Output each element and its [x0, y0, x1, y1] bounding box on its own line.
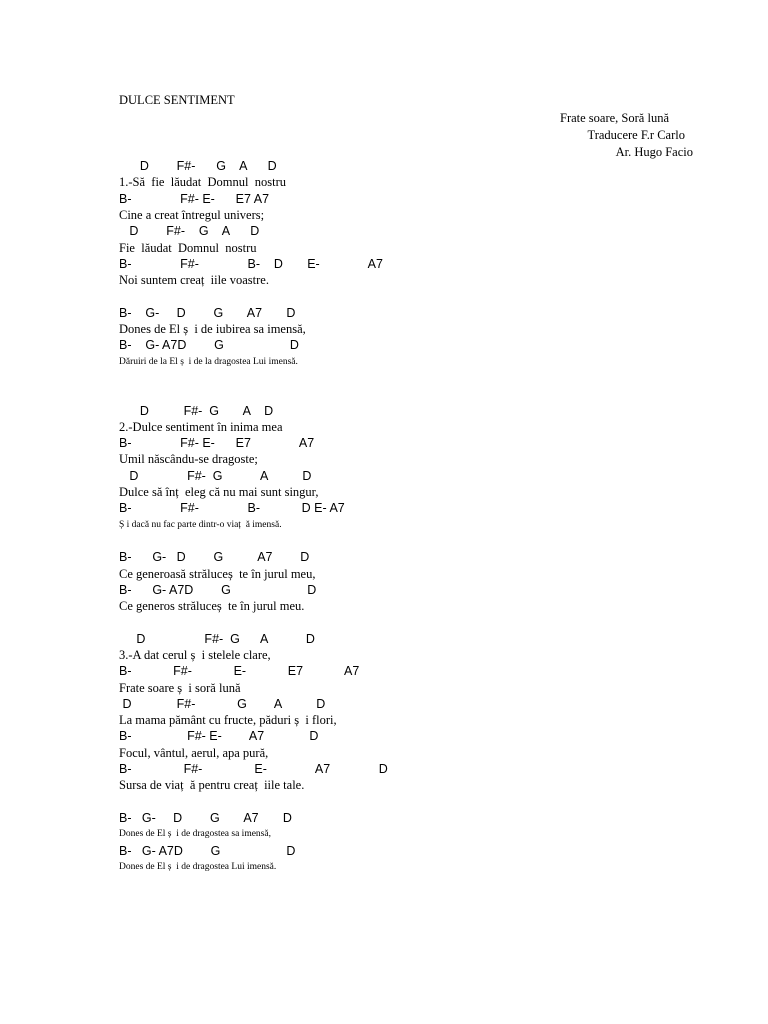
lyric-line: Ce generos străluceș te în jurul meu. — [119, 599, 305, 613]
lyric-line: Cine a creat întregul univers; — [119, 208, 265, 222]
lyric-line: La mama pământ cu fructe, păduri ș i flori, — [119, 713, 337, 727]
lyric-line: Dones de El ș i de dragostea sa imensă, — [119, 829, 271, 839]
lyric-line: Dulce să înț eleg că nu mai sunt singur, — [119, 485, 319, 499]
lyric-line: Sursa de viaț ă pentru creaț iile tale. — [119, 778, 305, 792]
credit-album: Frate soare, Soră lună — [560, 111, 669, 125]
chord-line: B- F#- E- E7 A7 — [119, 664, 360, 678]
lyric-line: Umil născându-se dragoste; — [119, 452, 258, 466]
lyric-line: Dones de El ș i de dragostea Lui imensă. — [119, 862, 277, 872]
lyric-line: Dones de El ș i de iubirea sa imensă, — [119, 322, 306, 336]
chord-line: B- G- A7D G D — [119, 583, 317, 597]
chord-line: D F#- G A D — [119, 159, 277, 173]
credit-arrangement: Ar. Hugo Facio — [615, 145, 693, 159]
lyric-line: Noi suntem creaț iile voastre. — [119, 273, 269, 287]
lyric-line: Focul, vântul, aerul, apa pură, — [119, 746, 269, 760]
chord-line: D F#- G A D — [119, 404, 274, 418]
chord-line: B- F#- E- E7 A7 — [119, 436, 315, 450]
chord-line: D F#- G A D — [119, 697, 326, 711]
chord-line: B- G- A7D G D — [119, 844, 296, 858]
chord-line: B- F#- E- A7 D — [119, 729, 319, 743]
chord-line: B- F#- E- A7 D — [119, 762, 388, 776]
song-credits — [560, 110, 693, 161]
chord-line: B- F#- B- D E- A7 — [119, 257, 383, 271]
chord-line: B- G- D G A7 D — [119, 811, 292, 825]
lyric-line: 2.-Dulce sentiment în inima mea — [119, 420, 283, 434]
chord-line: B- G- A7D G D — [119, 338, 299, 352]
song-title: DULCE SENTIMENT — [119, 93, 235, 107]
credit-translation: Traducere F.r Carlo — [587, 128, 685, 142]
lyric-line: 1.-Să fie lăudat Domnul nostru — [119, 175, 286, 189]
lyric-line: Ș i dacă nu fac parte dintr-o viaț ă imensă. — [119, 520, 282, 530]
lyric-line: Ce generoasă străluceș te în jurul meu, — [119, 567, 316, 581]
lyric-line: 3.-A dat cerul ș i stelele clare, — [119, 648, 271, 662]
chord-line: D F#- G A D — [119, 224, 260, 238]
lyric-line: Frate soare ș i soră lună — [119, 681, 241, 695]
chord-line: B- F#- B- D E- A7 — [119, 501, 345, 515]
lyric-line: Fie lăudat Domnul nostru — [119, 241, 257, 255]
chord-line: B- F#- E- E7 A7 — [119, 192, 270, 206]
chord-line: B- G- D G A7 D — [119, 306, 296, 320]
chord-line: D F#- G A D — [119, 469, 312, 483]
lyric-line: Dăruiri de la El ș i de la dragostea Lui imensă. — [119, 357, 298, 367]
chord-line: D F#- G A D — [119, 632, 315, 646]
chord-line: B- G- D G A7 D — [119, 550, 310, 564]
